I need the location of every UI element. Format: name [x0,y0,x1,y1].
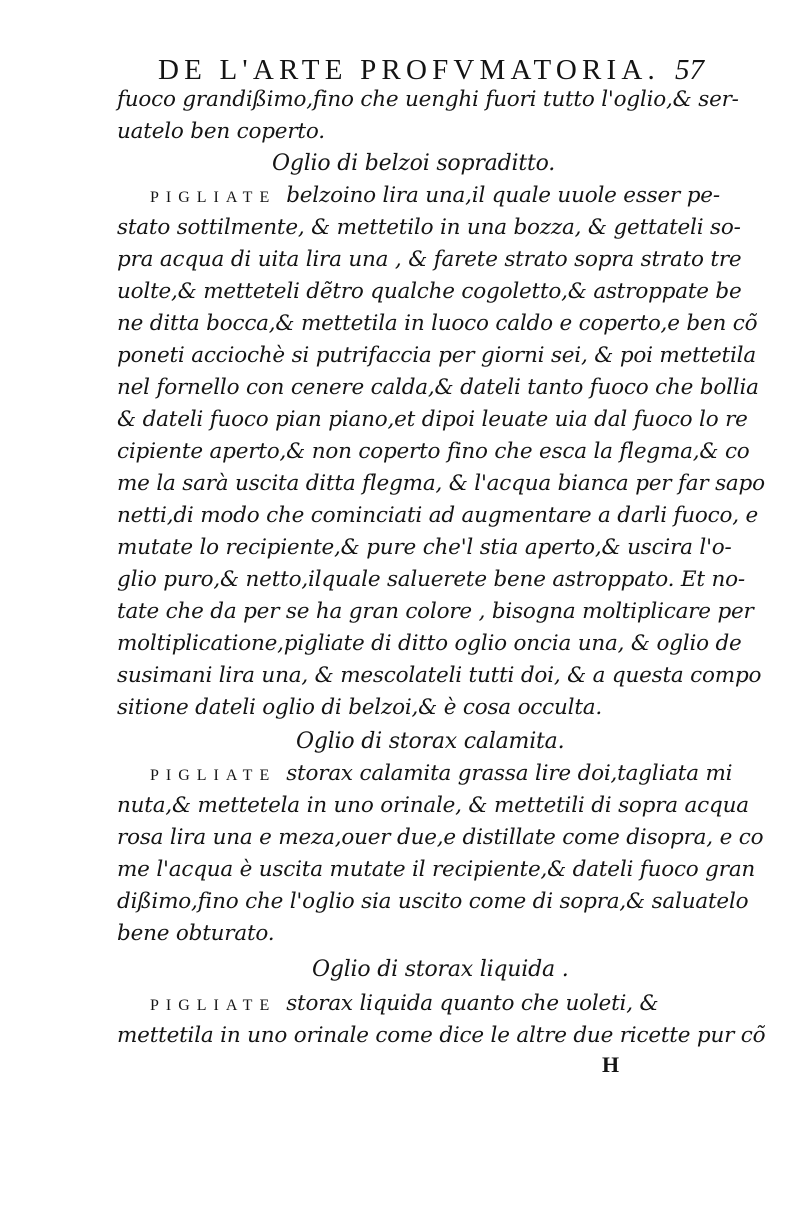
text-line-4-body: belzoino lira una,il quale uuole esser pe- [286,183,720,208]
text-line-20: sitione dateli oglio di belzoi,& è cosa occulta. [117,695,603,720]
section-heading-belzoi: Oglio di belzoi sopraditto. [272,151,556,176]
running-title: DE L'ARTE PROFVMATORIA. [158,54,660,86]
signature-mark: H [602,1052,620,1077]
text-line-1: fuoco grandißimo,fino che uenghi fuori tutto l'oglio,& ser- [117,87,739,112]
lead-word: PIGLIATE [150,997,277,1014]
text-line-10: nel fornello con cenere calda,& dateli tanto fuoco che bollia [117,375,759,400]
text-line-29-body: storax liquida quanto che uoleti, & [286,991,659,1016]
text-line-25: me l'acqua è uscita mutate il recipiente,& dateli fuoco gran [117,857,756,882]
text-line-14: netti,di modo che cominciati ad augmentare a darli fuoco, e [117,503,759,528]
section-heading-storax-liquida: Oglio di storax liquida . [312,957,569,982]
text-line-5: stato sottilmente, & mettetilo in una bozza, & gettateli so- [117,215,741,240]
text-line-2: uatelo ben coperto. [117,119,325,144]
text-line-7: uolte,& metteteli dẽtro qualche cogoletto,& astroppate be [117,279,742,304]
text-line-17: tate che da per se ha gran colore , bisogna moltiplicare per [117,599,754,624]
text-line-30: mettetila in uno orinale come dice le altre due ricette pur cõ [117,1023,766,1048]
text-line-16: glio puro,& netto,ilquale saluerete bene astroppato. Et no- [117,567,745,592]
text-line-8: ne ditta bocca,& mettetila in luoco caldo e coperto,e ben cõ [117,311,758,336]
text-line-26: dißimo,fino che l'oglio sia uscito come di sopra,& saluatelo [117,889,749,914]
page-number: 57 [675,54,704,86]
text-line-15: mutate lo recipiente,& pure che'l stia aperto,& uscira l'o- [117,535,732,560]
text-line-11: & dateli fuoco pian piano,et dipoi leuate uia dal fuoco lo re [117,407,748,432]
lead-word: PIGLIATE [150,189,277,206]
text-line-29 [150,988,658,1022]
text-line-24: rosa lira una e meza,ouer due,e distillate come disopra, e co [117,825,764,850]
text-line-6: pra acqua di uita lira una , & farete strato sopra strato tre [117,247,742,272]
text-line-4 [150,180,720,214]
text-line-19: susimani lira una, & mescolateli tutti doi, & a questa compo [117,663,762,688]
text-line-18: moltiplicatione,pigliate di ditto oglio oncia una, & oglio de [117,631,742,656]
text-line-22 [150,758,732,792]
text-line-12: cipiente aperto,& non coperto fino che esca la flegma,& co [117,439,750,464]
lead-word: PIGLIATE [150,767,277,784]
text-line-13: me la sarà uscita ditta flegma, & l'acqua bianca per far sapo [117,471,765,496]
section-heading-storax-calamita: Oglio di storax calamita. [296,729,565,754]
text-line-23: nuta,& mettetela in uno orinale, & mettetili di sopra acqua [117,793,749,818]
text-line-9: poneti acciochè si putrifaccia per giorni sei, & poi mettetila [117,343,756,368]
text-line-27: bene obturato. [117,921,275,946]
text-line-22-body: storax calamita grassa lire doi,tagliata mi [286,761,733,786]
